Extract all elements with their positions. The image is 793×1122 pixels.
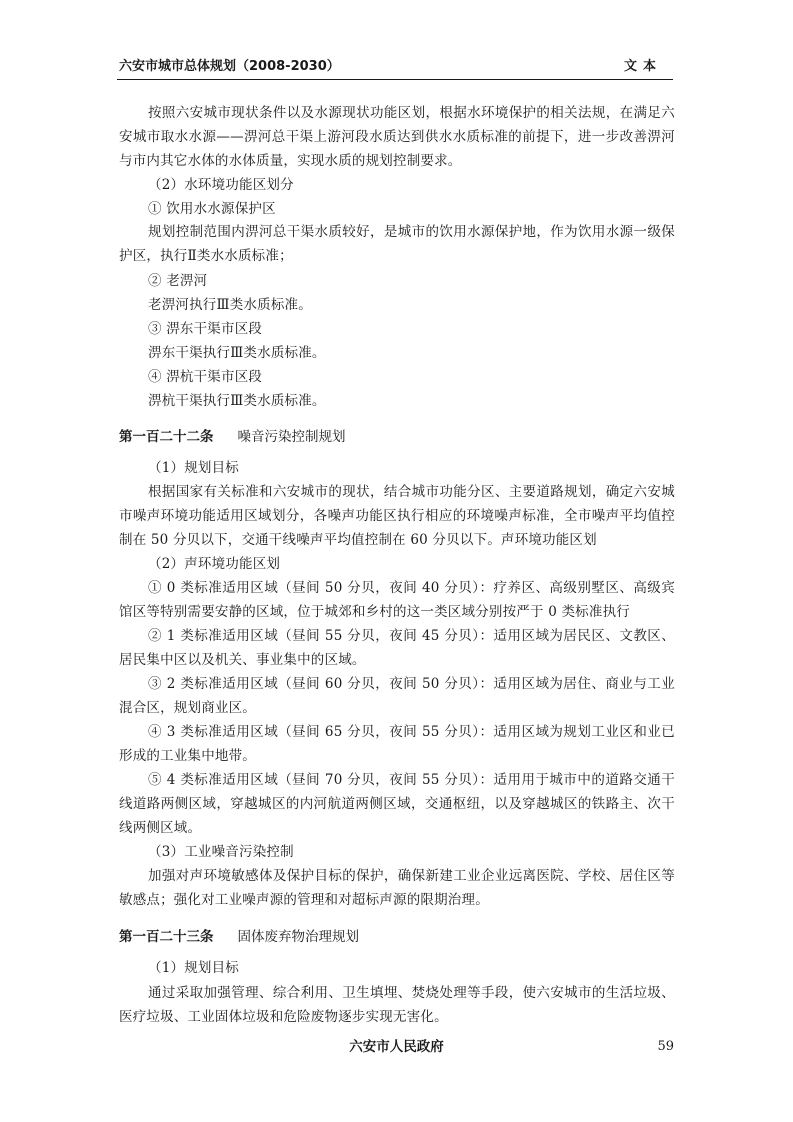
paragraph-line: 通过采取加强管理、综合利用、卫生填埋、焚烧处理等手段，使六安城市的生活垃圾、: [148, 985, 675, 1001]
paragraph-line: 淠杭干渠执行Ⅲ类水质标准。: [148, 393, 326, 409]
paragraph-line: 淠东干渠执行Ⅲ类水质标准。: [148, 345, 326, 361]
article-heading: [119, 926, 359, 948]
footer-organization: 六安市人民政府: [349, 1039, 444, 1055]
paragraph-line: 形成的工业集中地带。: [119, 748, 256, 764]
list-item: ④ 淠杭干渠市区段: [148, 369, 263, 385]
subheading: （2）声环境功能区划: [148, 556, 281, 572]
paragraph-line: 敏感点；强化对工业噪声源的管理和对超标声源的限期治理。: [119, 892, 489, 908]
article-title: 噪音污染控制规划: [237, 429, 346, 445]
paragraph-line: 居民集中区以及机关、事业集中的区域。: [119, 652, 366, 668]
article-heading: [119, 426, 346, 448]
list-item: ② 老淠河: [148, 273, 208, 289]
article-title: 固体废弃物治理规划: [237, 929, 359, 945]
paragraph-line: 混合区，规划商业区。: [119, 700, 256, 716]
list-item: ① 饮用水水源保护区: [148, 201, 276, 217]
document-title: 六安市城市总体规划（2008-2030）: [119, 59, 340, 74]
article-number: 第一百二十二条: [119, 429, 214, 445]
list-item: ③ 淠东干渠市区段: [148, 321, 263, 337]
paragraph-line: 护区，执行Ⅱ类水水质标准；: [119, 248, 293, 264]
list-item: ④ 3 类标准适用区域（昼间 65 分贝，夜间 55 分贝）：适用区域为规划工业区和业已: [148, 724, 675, 740]
paragraph-line: 制在 50 分贝以下，交通干线噪声平均值控制在 60 分贝以下。声环境功能区划: [119, 532, 597, 548]
subheading: （3）工业噪音污染控制: [148, 844, 294, 860]
list-item: ⑤ 4 类标准适用区域（昼间 70 分贝，夜间 55 分贝）：适用用于城市中的道路交通干: [148, 772, 675, 788]
paragraph-line: 根据国家有关标准和六安城市的现状，结合城市功能分区、主要道路规划，确定六安城: [148, 484, 675, 500]
document-type-label: 文本: [623, 59, 662, 74]
paragraph-line: 线两侧区域。: [119, 820, 202, 836]
subheading: （2）水环境功能区划分: [148, 177, 294, 193]
article-number: 第一百二十三条: [119, 929, 214, 945]
paragraph-line: 安城市取水水源——淠河总干渠上游河段水质达到供水水质标准的前提下，进一步改善淠河: [119, 129, 675, 145]
subheading: （1）规划目标: [148, 960, 239, 976]
subheading: （1）规划目标: [148, 460, 239, 476]
running-header: [119, 58, 674, 76]
page-number: 59: [657, 1039, 674, 1054]
paragraph-line: 线道路两侧区域，穿越城区的内河航道两侧区域，交通枢纽，以及穿越城区的铁路主、次干: [119, 796, 675, 812]
paragraph-line: 规划控制范围内淠河总干渠水质较好，是城市的饮用水源保护地，作为饮用水源一级保: [148, 224, 675, 240]
list-item: ② 1 类标准适用区域（昼间 55 分贝，夜间 45 分贝）：适用区域为居民区、文教区、: [148, 628, 675, 644]
paragraph-line: 市噪声环境功能适用区域划分，各噪声功能区执行相应的环境噪声标准，全市噪声平均值控: [119, 508, 675, 524]
list-item: ③ 2 类标准适用区域（昼间 60 分贝，夜间 50 分贝）：适用区域为居住、商业与工业: [148, 676, 675, 692]
paragraph-line: 按照六安城市现状条件以及水源现状功能区划，根据水环境保护的相关法规，在满足六: [148, 105, 675, 121]
paragraph-line: 医疗垃圾、工业固体垃圾和危险废物逐步实现无害化。: [119, 1009, 448, 1025]
list-item: ① 0 类标准适用区域（昼间 50 分贝，夜间 40 分贝）：疗养区、高级别墅区、高级宾: [148, 580, 675, 596]
paragraph-line: 加强对声环境敏感体及保护目标的保护，确保新建工业企业远离医院、学校、居住区等: [148, 868, 675, 884]
paragraph-line: 馆区等特别需要安静的区域，位于城郊和乡村的这一类区域分别按严于 0 类标准执行: [119, 604, 630, 620]
paragraph-line: 老淠河执行Ⅲ类水质标准。: [148, 297, 312, 313]
header-rule: [117, 79, 673, 80]
paragraph-line: 与市内其它水体的水体质量，实现水质的规划控制要求。: [119, 153, 462, 169]
